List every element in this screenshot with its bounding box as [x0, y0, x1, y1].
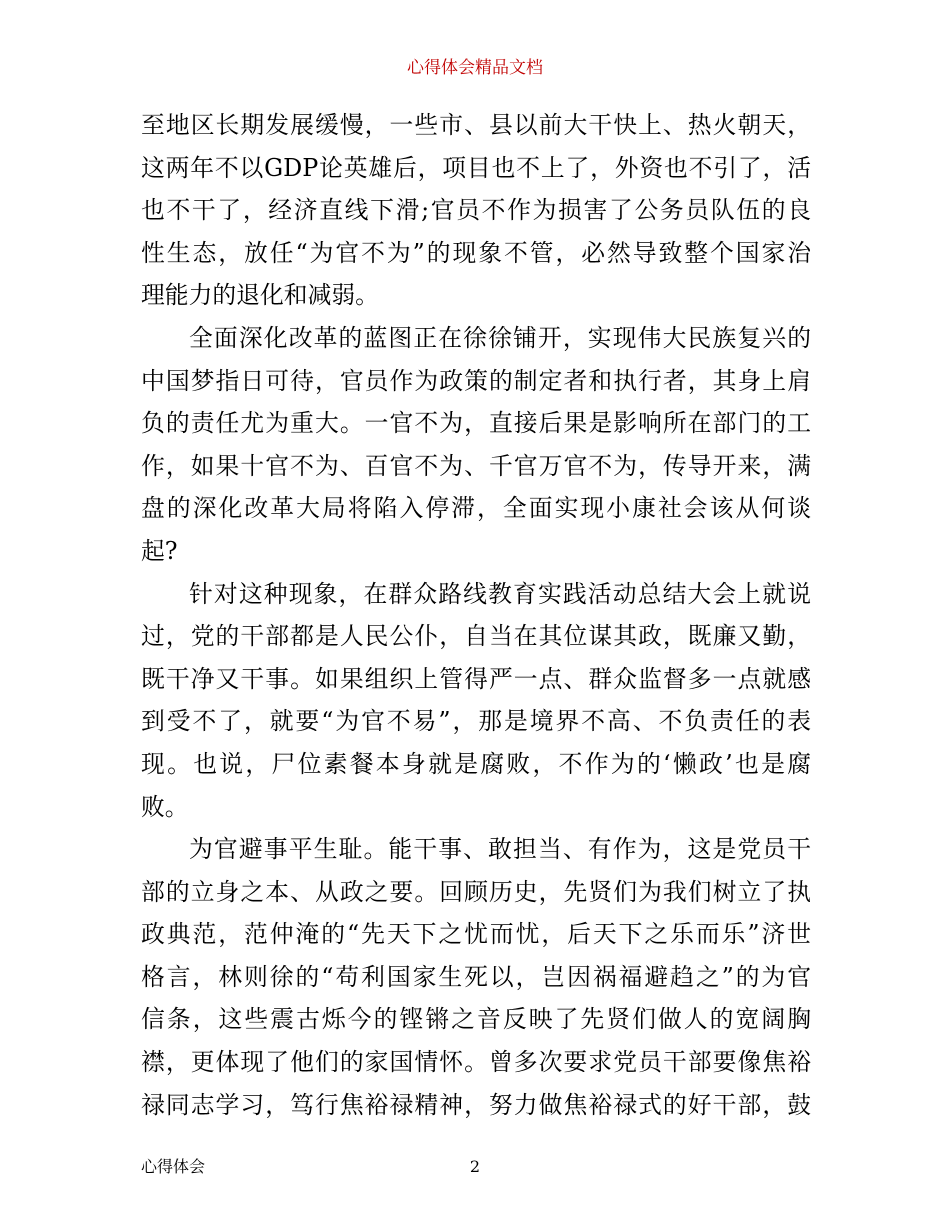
text-line: 禄同志学习，笃行焦裕禄精神，努力做焦裕禄式的好干部，鼓	[141, 1090, 811, 1119]
paragraph	[141, 104, 811, 317]
text-line: 性生态，放任“为官不为”的现象不管，必然导致整个国家治	[141, 238, 811, 267]
text-line: 过，党的干部都是人民公仆，自当在其位谋其政，既廉又勤，	[141, 622, 811, 651]
text-line: 信条，这些震古烁今的铿锵之音反映了先贤们做人的宽阔胸	[141, 1005, 811, 1034]
text-line: 也不干了，经济直线下滑;官员不作为损害了公务员队伍的良	[141, 196, 811, 225]
text-line: 政典范，范仲淹的“先天下之忧而忧，后天下之乐而乐”济世	[141, 920, 811, 949]
text-line: 中国梦指日可待，官员作为政策的制定者和执行者，其身上肩	[141, 366, 811, 395]
paragraph	[141, 573, 811, 829]
text-line: 理能力的退化和减弱。	[141, 281, 379, 310]
text-line: 这两年不以GDP论英雄后，项目也不上了，外资也不引了，活	[141, 153, 811, 182]
text-line: 格言，林则徐的“苟利国家生死以，岂因祸福避趋之”的为官	[141, 962, 811, 991]
text-line: 针对这种现象，在群众路线教育实践活动总结大会上就说	[189, 579, 811, 608]
document-body	[141, 104, 811, 1126]
text-line: 作，如果十官不为、百官不为、千官万官不为，传导开来，满	[141, 451, 811, 480]
text-line: 为官避事平生耻。能干事、敢担当、有作为，这是党员干	[189, 835, 811, 864]
page-number: 2	[469, 1157, 481, 1176]
text-line: 起?	[141, 536, 178, 565]
footer-label: 心得体会	[141, 1157, 206, 1176]
text-line: 盘的深化改革大局将陷入停滞，全面实现小康社会该从何谈	[141, 494, 811, 523]
document-header-title: 心得体会精品文档	[407, 58, 543, 78]
paragraph	[141, 317, 811, 573]
text-line: 至地区长期发展缓慢，一些市、县以前大干快上、热火朝天，	[141, 111, 811, 139]
text-line: 部的立身之本、从政之要。回顾历史，先贤们为我们树立了执	[141, 877, 811, 906]
text-line: 负的责任尤为重大。一官不为，直接后果是影响所在部门的工	[141, 409, 811, 438]
text-line: 到受不了，就要“为官不易”，那是境界不高、不负责任的表	[141, 707, 811, 736]
text-line: 败。	[141, 792, 189, 821]
text-line: 襟，更体现了他们的家国情怀。曾多次要求党员干部要像焦裕	[141, 1048, 811, 1077]
text-line: 既干净又干事。如果组织上管得严一点、群众监督多一点就感	[141, 664, 811, 693]
text-line: 全面深化改革的蓝图正在徐徐铺开，实现伟大民族复兴的	[189, 323, 811, 352]
text-line: 现。也说，尸位素餐本身就是腐败，不作为的‘懒政’也是腐	[141, 749, 811, 778]
paragraph	[141, 828, 811, 1126]
